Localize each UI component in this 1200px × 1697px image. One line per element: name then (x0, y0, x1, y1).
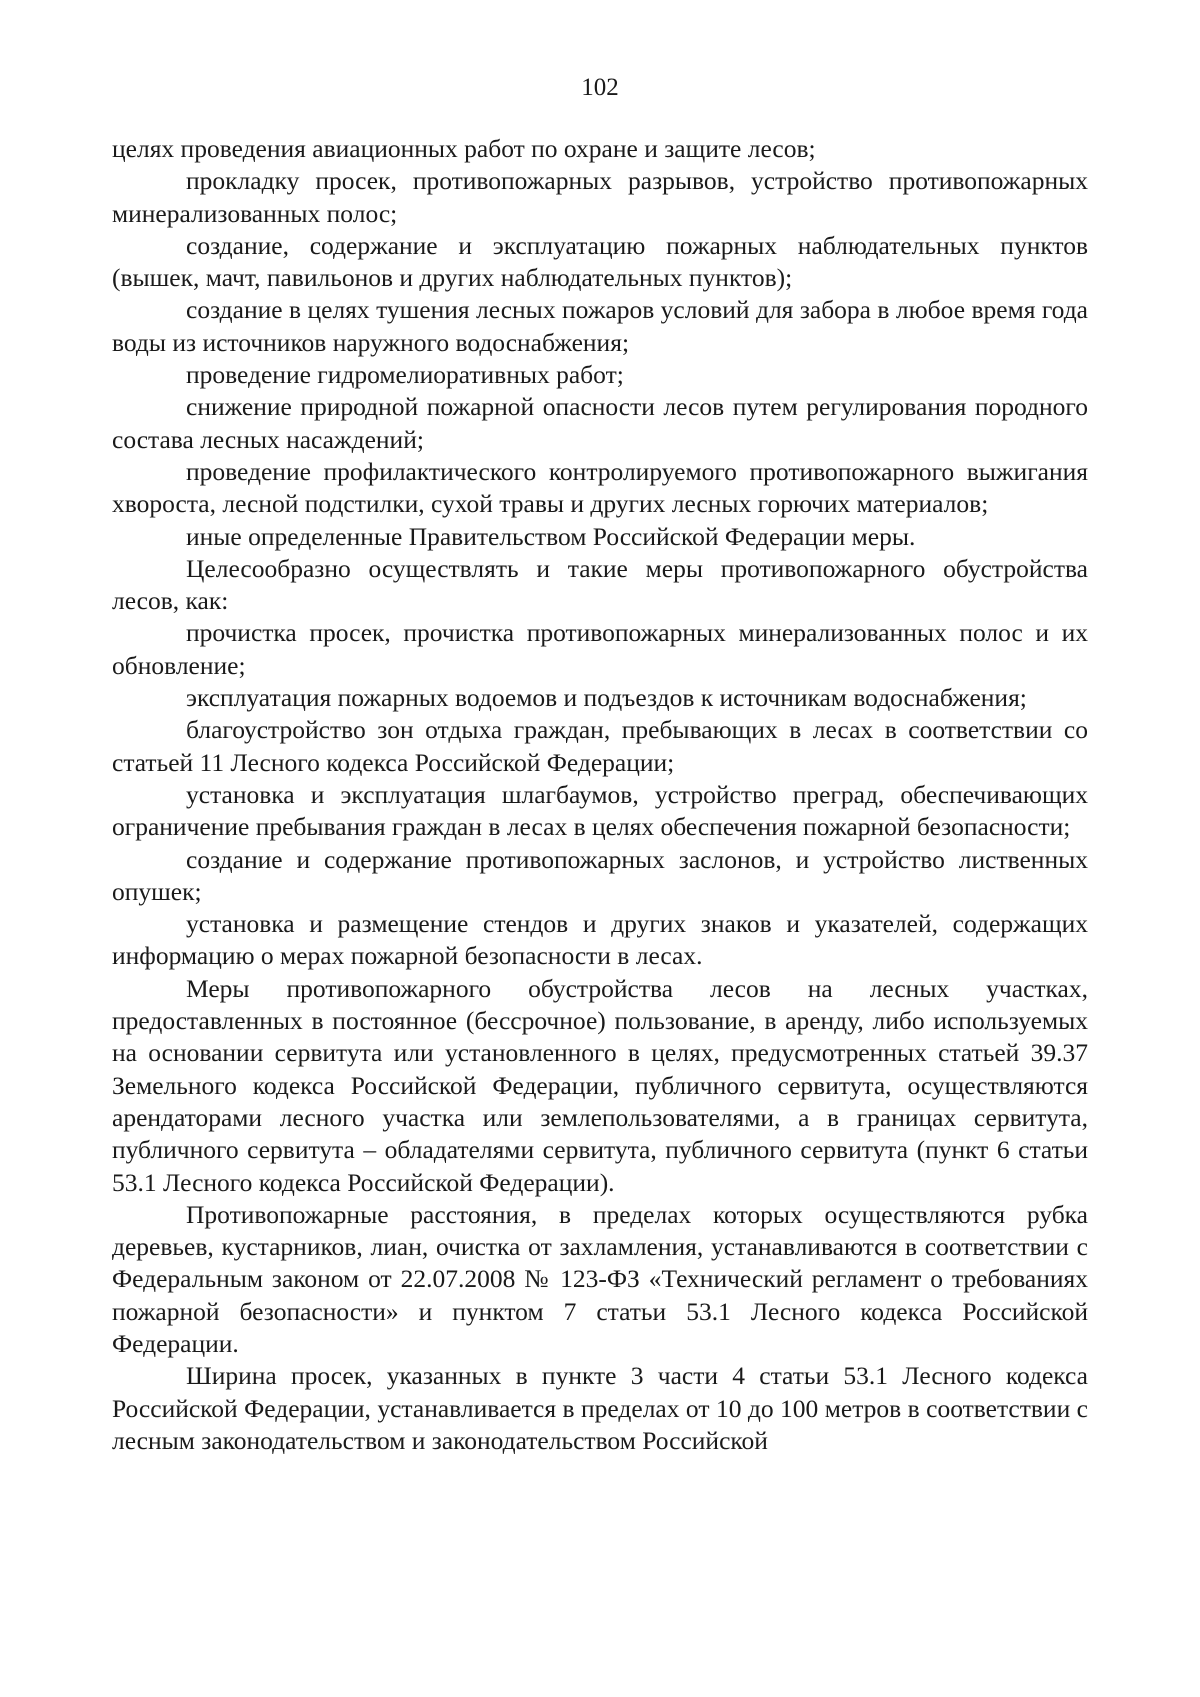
paragraph: благоустройство зон отдыха граждан, пребывающих в лесах в соответствии со статьей 11 Лесного кодекса Российской Федерации; (112, 715, 1088, 777)
paragraph: прочистка просек, прочистка противопожарных минерализованных полос и их обновление; (112, 618, 1088, 680)
paragraph: прокладку просек, противопожарных разрывов, устройство противопожарных минерализованных полос; (112, 166, 1088, 228)
document-body (112, 133, 1088, 1457)
paragraph: проведение профилактического контролируемого противопожарного выжигания хвороста, лесной подстилки, сухой травы и других лесных горючих материалов; (112, 456, 1088, 519)
paragraph: иные определенные Правительством Российской Федерации меры. (186, 521, 916, 551)
paragraph: создание и содержание противопожарных заслонов, и устройство лиственных опушек; (112, 844, 1088, 906)
paragraph: установка и размещение стендов и других знаков и указателей, содержащих информацию о мерах пожарной безопасности в лесах. (112, 909, 1088, 971)
paragraph: установка и эксплуатация шлагбаумов, устройство преград, обеспечивающих ограничение пребывания граждан в лесах в целях обеспечения пожарной безопасности; (112, 779, 1088, 842)
page-number: 102 (581, 74, 619, 101)
paragraph: создание, содержание и эксплуатацию пожарных наблюдательных пунктов (вышек, мачт, павильонов и других наблюдательных пунктов); (112, 230, 1088, 293)
paragraph: целях проведения авиационных работ по охране и защите лесов; (112, 134, 816, 163)
paragraph: Целесообразно осуществлять и такие меры противопожарного обустройства лесов, как: (112, 553, 1088, 616)
paragraph: создание в целях тушения лесных пожаров условий для забора в любое время года воды из источников наружного водоснабжения; (112, 295, 1088, 357)
paragraph: эксплуатация пожарных водоемов и подъездов к источникам водоснабжения; (186, 683, 1027, 713)
paragraph: проведение гидромелиоративных работ; (186, 360, 624, 390)
paragraph: Меры противопожарного обустройства лесов на лесных участках, предоставленных в постоянное (бессрочное) пользование, в аренду, либо используемых на основании сервитута или установленного в целях, предусмотренных статьей 39.37 Земельного кодекса Российской Федерации, публичного сервитута, осуществляются арендаторами лесного участка или землепользователями, а в границах сервитута, публичного сервитута – обладателями сервитута, публичного сервитута (пункт 6 статьи 53.1 Лесного кодекса Российской Федерации). (112, 973, 1088, 1197)
paragraph: Ширина просек, указанных в пункте 3 части 4 статьи 53.1 Лесного кодекса Российской Федерации, устанавливается в пределах от 10 до 100 метров в соответствии с лесным законодательством и законодательством Российской (112, 1361, 1088, 1455)
paragraph: снижение природной пожарной опасности лесов путем регулирования породного состава лесных насаждений; (112, 392, 1088, 454)
paragraph: Противопожарные расстояния, в пределах которых осуществляются рубка деревьев, кустарников, лиан, очистка от захламления, устанавливаются в соответствии с Федеральным законом от 22.07.2008 № 123-ФЗ «Технический регламент о требованиях пожарной безопасности» и пунктом 7 статьи 53.1 Лесного кодекса Российской Федерации. (112, 1199, 1088, 1358)
